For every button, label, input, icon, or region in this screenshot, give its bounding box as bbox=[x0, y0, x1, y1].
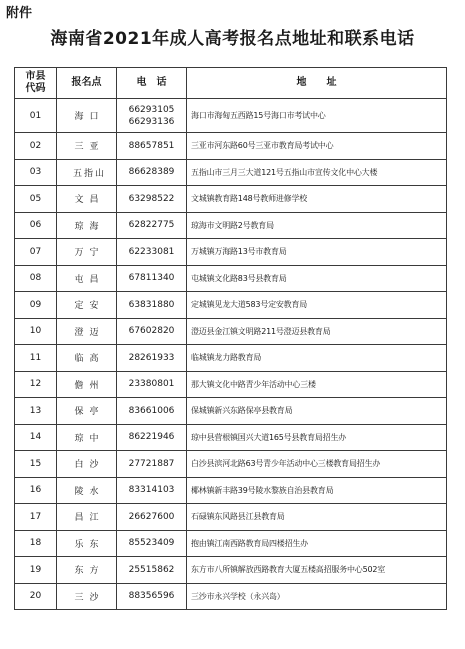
phone-number: 63298522 bbox=[128, 193, 175, 204]
table-row bbox=[15, 212, 447, 239]
cell-phone bbox=[117, 530, 187, 557]
cell-code: 12 bbox=[15, 371, 57, 398]
table-row bbox=[15, 99, 447, 133]
phone-number: 66293136 bbox=[128, 116, 175, 127]
phone-number: 85523409 bbox=[128, 538, 175, 549]
cell-address: 椰林镇新丰路39号陵水黎族自治县教育局 bbox=[187, 477, 447, 504]
table-row bbox=[15, 345, 447, 372]
cell-address: 五指山市三月三大道121号五指山市宣传文化中心大楼 bbox=[187, 159, 447, 186]
table-row bbox=[15, 133, 447, 160]
cell-phone bbox=[117, 451, 187, 478]
phone-number: 62822775 bbox=[128, 220, 175, 231]
cell-site: 临高 bbox=[57, 345, 117, 372]
cell-phone bbox=[117, 159, 187, 186]
table-row bbox=[15, 398, 447, 425]
phone-number: 23380801 bbox=[128, 379, 175, 390]
phone-number: 62233081 bbox=[128, 246, 175, 257]
column-header-site: 报名点 bbox=[57, 68, 117, 99]
phone-number: 25515862 bbox=[128, 564, 175, 575]
cell-phone bbox=[117, 99, 187, 133]
cell-code: 18 bbox=[15, 530, 57, 557]
cell-site: 东方 bbox=[57, 557, 117, 584]
column-header-code-line2: 代码 bbox=[25, 83, 46, 94]
cell-site: 万宁 bbox=[57, 239, 117, 266]
cell-phone bbox=[117, 424, 187, 451]
cell-code: 15 bbox=[15, 451, 57, 478]
phone-number: 27721887 bbox=[128, 458, 175, 469]
table-row bbox=[15, 557, 447, 584]
table-row bbox=[15, 186, 447, 213]
table-row bbox=[15, 239, 447, 266]
cell-code: 13 bbox=[15, 398, 57, 425]
cell-code: 14 bbox=[15, 424, 57, 451]
table-row bbox=[15, 583, 447, 610]
cell-phone bbox=[117, 265, 187, 292]
page-title: 海南省2021年成人高考报名点地址和联系电话 bbox=[50, 29, 415, 49]
cell-address: 东方市八所镇解放西路教育大厦五楼高招服务中心502室 bbox=[187, 557, 447, 584]
cell-site: 琼中 bbox=[57, 424, 117, 451]
cell-phone bbox=[117, 186, 187, 213]
table-row bbox=[15, 318, 447, 345]
cell-address: 保城镇新兴东路保亭县教育局 bbox=[187, 398, 447, 425]
phone-number: 88657851 bbox=[128, 140, 175, 151]
cell-address: 白沙县滨河北路63号青少年活动中心三楼教育局招生办 bbox=[187, 451, 447, 478]
cell-address: 抱由镇江南西路教育局四楼招生办 bbox=[187, 530, 447, 557]
table-row bbox=[15, 159, 447, 186]
table-row bbox=[15, 292, 447, 319]
phone-number: 88356596 bbox=[128, 591, 175, 602]
cell-address: 石碌镇东风路县江县教育局 bbox=[187, 504, 447, 531]
cell-site: 三亚 bbox=[57, 133, 117, 160]
cell-address: 琼中县营根镇国兴大道165号县教育局招生办 bbox=[187, 424, 447, 451]
cell-phone bbox=[117, 504, 187, 531]
phone-number: 26627600 bbox=[128, 511, 175, 522]
cell-code: 11 bbox=[15, 345, 57, 372]
appendix-label: 附件 bbox=[6, 6, 33, 21]
cell-phone bbox=[117, 292, 187, 319]
phone-number: 67811340 bbox=[128, 273, 175, 284]
table-row bbox=[15, 504, 447, 531]
cell-phone bbox=[117, 239, 187, 266]
cell-code: 08 bbox=[15, 265, 57, 292]
cell-phone bbox=[117, 371, 187, 398]
cell-phone bbox=[117, 212, 187, 239]
cell-phone bbox=[117, 133, 187, 160]
cell-code: 05 bbox=[15, 186, 57, 213]
column-header-address: 地 址 bbox=[187, 68, 447, 99]
phone-number: 63831880 bbox=[128, 299, 175, 310]
table-row bbox=[15, 530, 447, 557]
cell-site: 乐东 bbox=[57, 530, 117, 557]
cell-address: 万城镇万海路13号市教育局 bbox=[187, 239, 447, 266]
cell-code: 06 bbox=[15, 212, 57, 239]
cell-address: 澄迈县金江镇文明路211号澄迈县教育局 bbox=[187, 318, 447, 345]
phone-number: 67602820 bbox=[128, 326, 175, 337]
cell-address: 琼海市文明路2号教育局 bbox=[187, 212, 447, 239]
cell-code: 10 bbox=[15, 318, 57, 345]
cell-site: 保亭 bbox=[57, 398, 117, 425]
table-row bbox=[15, 424, 447, 451]
cell-phone bbox=[117, 345, 187, 372]
column-header-phone: 电 话 bbox=[117, 68, 187, 99]
cell-address: 文城镇教育路148号教师进修学校 bbox=[187, 186, 447, 213]
cell-address: 海口市海甸五西路15号海口市考试中心 bbox=[187, 99, 447, 133]
cell-address: 临城镇龙力路教育局 bbox=[187, 345, 447, 372]
cell-site: 澄迈 bbox=[57, 318, 117, 345]
cell-code: 17 bbox=[15, 504, 57, 531]
cell-site: 海口 bbox=[57, 99, 117, 133]
table-header-row bbox=[15, 68, 447, 99]
cell-site: 三沙 bbox=[57, 583, 117, 610]
table-row bbox=[15, 265, 447, 292]
cell-site: 定安 bbox=[57, 292, 117, 319]
table-row bbox=[15, 371, 447, 398]
column-header-code-line1: 市县 bbox=[25, 71, 46, 82]
cell-phone bbox=[117, 477, 187, 504]
cell-phone bbox=[117, 318, 187, 345]
phone-number: 28261933 bbox=[128, 352, 175, 363]
phone-number: 86221946 bbox=[128, 432, 175, 443]
table-row bbox=[15, 477, 447, 504]
cell-code: 03 bbox=[15, 159, 57, 186]
cell-phone bbox=[117, 583, 187, 610]
cell-site: 陵水 bbox=[57, 477, 117, 504]
cell-address: 定城镇见龙大道583号定安教育局 bbox=[187, 292, 447, 319]
cell-code: 02 bbox=[15, 133, 57, 160]
cell-address: 那大镇文化中路青少年活动中心三楼 bbox=[187, 371, 447, 398]
column-header-code bbox=[15, 68, 57, 99]
cell-site: 儋州 bbox=[57, 371, 117, 398]
cell-code: 19 bbox=[15, 557, 57, 584]
cell-phone bbox=[117, 398, 187, 425]
cell-site: 昌江 bbox=[57, 504, 117, 531]
cell-site: 屯昌 bbox=[57, 265, 117, 292]
phone-number: 83661006 bbox=[128, 405, 175, 416]
cell-site: 琼海 bbox=[57, 212, 117, 239]
cell-code: 09 bbox=[15, 292, 57, 319]
cell-code: 20 bbox=[15, 583, 57, 610]
cell-code: 16 bbox=[15, 477, 57, 504]
cell-phone bbox=[117, 557, 187, 584]
phone-number: 66293105 bbox=[128, 104, 175, 115]
cell-address: 三亚市河东路60号三亚市教育局考试中心 bbox=[187, 133, 447, 160]
cell-code: 01 bbox=[15, 99, 57, 133]
phone-number: 83314103 bbox=[128, 485, 175, 496]
cell-site: 五指山 bbox=[57, 159, 117, 186]
cell-address: 屯城镇文化路83号县教育局 bbox=[187, 265, 447, 292]
cell-code: 07 bbox=[15, 239, 57, 266]
registration-table bbox=[14, 67, 447, 610]
cell-address: 三沙市永兴学校（永兴岛） bbox=[187, 583, 447, 610]
phone-number: 86628389 bbox=[128, 167, 175, 178]
table-row bbox=[15, 451, 447, 478]
cell-site: 白沙 bbox=[57, 451, 117, 478]
cell-site: 文昌 bbox=[57, 186, 117, 213]
